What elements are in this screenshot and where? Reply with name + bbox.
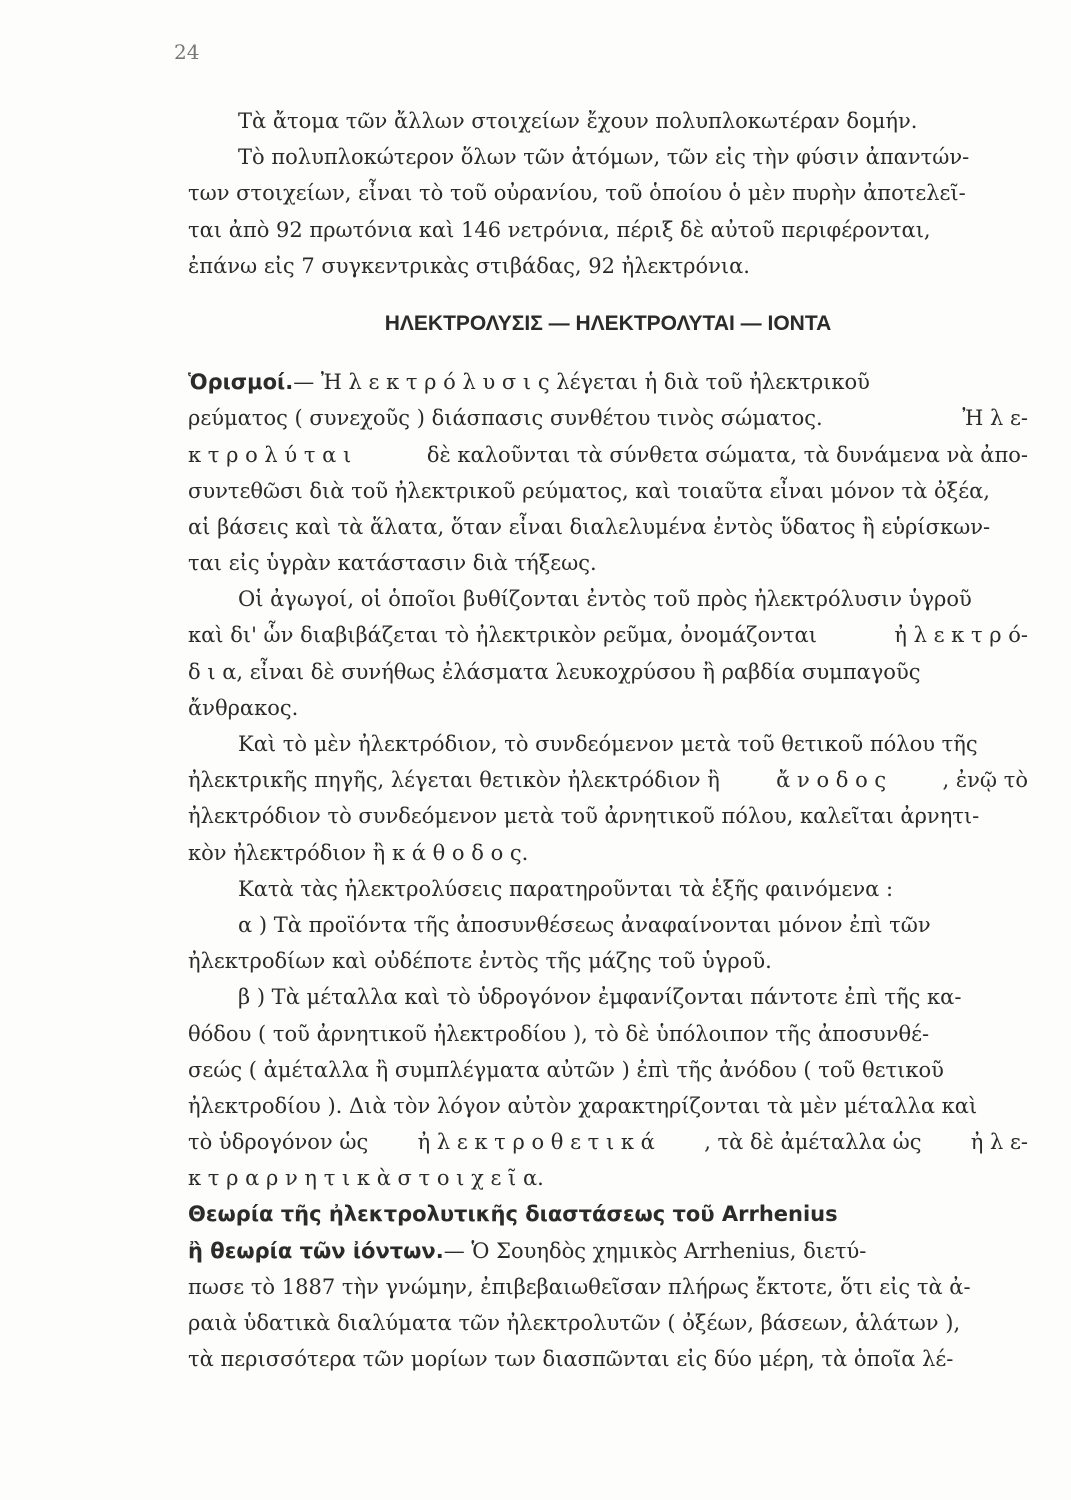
text-line	[188, 545, 1028, 581]
text-line	[188, 1052, 1028, 1088]
text-line	[188, 364, 1028, 400]
term-electrodes: δ ι α	[188, 659, 237, 684]
term-electrodes: ἠ λ ε κ τ ρ ό-	[894, 623, 1028, 648]
text-line	[188, 617, 1028, 653]
text-line	[188, 654, 1028, 690]
text-line	[188, 175, 1028, 211]
line-text: θόδου ( τοῦ ἀρνητικοῦ ἠλεκτροδίου ), τὸ δὲ ὑπόλοιπον τῆς ἀποσυνθέ-	[188, 1021, 930, 1046]
term-electronegative: ἠ λ ε-	[970, 1130, 1028, 1155]
line-text: ἠλεκτρικῆς πηγῆς, λέγεται θετικὸν ἠλεκτρόδιον ἢ	[188, 768, 720, 793]
text-line	[188, 1269, 1028, 1305]
text-line	[188, 690, 1028, 726]
text-line	[188, 103, 1028, 139]
page-number: 24	[174, 40, 200, 64]
line-text: Καὶ τὸ μὲν ἠλεκτρόδιον, τὸ συνδεόμενον μετὰ τοῦ θετικοῦ πόλου τῆς	[238, 732, 978, 756]
line-text: ἠλεκτροδίων καὶ οὐδέποτε ἐντὸς τῆς μάζης τοῦ ὑγροῦ.	[188, 949, 772, 974]
line-text: ρεύματος ( συνεχοῦς ) διάσπασις συνθέτου τινὸς σώματος.	[188, 406, 823, 431]
text-line	[188, 248, 1028, 284]
section-heading	[188, 1196, 1028, 1232]
term-electrolytes: κ τ ρ ο λ ύ τ α ι	[188, 442, 352, 467]
text-line	[188, 1341, 1028, 1377]
text-line	[188, 835, 1028, 871]
text-line	[188, 1233, 1028, 1269]
text-line	[188, 1305, 1028, 1341]
text-line	[188, 726, 1028, 762]
text-line	[188, 437, 1028, 473]
line-text: α ) Τὰ προϊόντα τῆς ἀποσυνθέσεως ἀναφαίνονται μόνον ἐπὶ τῶν	[238, 912, 931, 937]
line-text: , τὰ δὲ ἀμέταλλα ὡς	[704, 1130, 922, 1155]
line-text: καὶ δι' ὧν διαβιβάζεται τὸ ἠλεκτρικὸν ρεῦμα, ὀνομάζονται	[188, 623, 817, 648]
text-line	[188, 581, 1028, 617]
line-text: ἠλεκτροδίου ). Διὰ τὸν λόγον αὐτὸν χαρακτηρίζονται τὰ μὲν μέταλλα καὶ	[188, 1093, 978, 1118]
section-heading: ΗΛΕΚΤΡΟΛΥΣΙΣ — ΗΛΕΚΤΡΟΛΥΤΑΙ — ΙΟΝΤΑ	[384, 311, 832, 335]
text-line	[188, 762, 1028, 798]
line-text: , εἶναι δὲ συνήθως ἐλάσματα λευκοχρύσου ἢ ραβδία συμπαγοῦς	[236, 659, 921, 684]
text-line	[188, 979, 1028, 1015]
line-text: σεώς ( ἀμέταλλα ἢ συμπλέγματα αὐτῶν ) ἐπὶ τῆς ἀνόδου ( τοῦ θετικοῦ	[188, 1057, 944, 1082]
term-electropositive: ἠ λ ε κ τ ρ ο θ ε τ ι κ ά	[417, 1130, 655, 1155]
line-text: πωσε τὸ 1887 τὴν γνώμην, ἐπιβεβαιωθεῖσαν πλήρως ἔκτοτε, ὅτι εἰς τὰ ἀ-	[188, 1274, 971, 1299]
text-line	[188, 798, 1028, 834]
text-line	[188, 212, 1028, 248]
section-heading-cont: ἢ θεωρία τῶν ἰόντων.	[188, 1238, 444, 1263]
line-text: αἱ βάσεις καὶ τὰ ἅλατα, ὅταν εἶναι διαλελυμένα ἐντὸς ὕδατος ἢ εὑρίσκων-	[188, 514, 991, 539]
term-cathode: κ ά θ ο δ ο ς.	[391, 840, 529, 865]
text-line	[188, 1124, 1028, 1160]
line-text: , ἐνῷ τὸ	[942, 768, 1028, 793]
line-text: δὲ καλοῦνται τὰ σύνθετα σώματα, τὰ δυνάμενα νὰ ἀπο-	[426, 442, 1028, 467]
line-text: συντεθῶσι διὰ τοῦ ἠλεκτρικοῦ ρεύματος, καὶ τοιαῦτα εἶναι μόνον τὰ ὀξέα,	[188, 478, 990, 503]
line-text: τὰ περισσότερα τῶν μορίων των διασπῶνται εἰς δύο μέρη, τὰ ὁποῖα λέ-	[188, 1347, 954, 1372]
line-text: Κατὰ τὰς ἠλεκτρολύσεις παρατηροῦνται τὰ ἑξῆς φαινόμενα :	[238, 876, 894, 901]
text-line	[188, 139, 1028, 175]
text-line	[188, 509, 1028, 545]
line-text: — Ὁ Σουηδὸς χημικὸς Arrhenius, διετύ-	[443, 1238, 867, 1263]
line-text: ται ἀπὸ 92 πρωτόνια καὶ 146 νετρόνια, πέριξ δὲ αὐτοῦ περιφέρονται,	[188, 217, 931, 242]
line-text: — Ἠ λ ε κ τ ρ ό λ υ σ ι ς λέγεται ἡ διὰ τοῦ ἠλεκτρικοῦ	[293, 370, 870, 395]
page-body	[188, 103, 1028, 1377]
line-text: Τὰ ἄτομα τῶν ἄλλων στοιχείων ἔχουν πολυπλοκωτέραν δομήν.	[238, 109, 918, 133]
line-text: ραιὰ ὑδατικὰ διαλύματα τῶν ἠλεκτρολυτῶν ( ὀξέων, βάσεων, ἁλάτων ),	[188, 1311, 961, 1335]
line-text: β ) Τὰ μέταλλα καὶ τὸ ὑδρογόνον ἐμφανίζονται πάντοτε ἐπὶ τῆς κα-	[238, 985, 962, 1010]
line-text: τὸ ὑδρογόνον ὡς	[188, 1130, 369, 1155]
text-line	[188, 473, 1028, 509]
text-line	[188, 1016, 1028, 1052]
text-line	[188, 1160, 1028, 1196]
line-text: Τὸ πολυπλοκώτερον ὅλων τῶν ἀτόμων, τῶν εἰς τὴν φύσιν ἀπαντών-	[238, 145, 970, 170]
line-text: ἄνθρακος.	[188, 695, 299, 720]
term-anode: ἄ ν ο δ ο ς	[776, 768, 887, 793]
term-electrolytes: Ἠ λ ε-	[962, 406, 1028, 431]
text-line	[188, 907, 1028, 943]
line-text: ται εἰς ὑγρὰν κατάστασιν διὰ τήξεως.	[188, 551, 597, 576]
term-electronegative: κ τ ρ α ρ ν η τ ι κ ὰ σ τ ο ι χ ε ῖ α.	[188, 1166, 544, 1191]
text-line	[188, 943, 1028, 979]
term-definitions: Ὁρισμοί.	[188, 370, 294, 395]
text-line	[188, 400, 1028, 436]
text-line	[188, 871, 1028, 907]
line-text: ἠλεκτρόδιον τὸ συνδεόμενον μετὰ τοῦ ἀρνητικοῦ πόλου, καλεῖται ἀρνητι-	[188, 804, 980, 829]
text-line	[188, 1088, 1028, 1124]
line-text: των στοιχείων, εἶναι τὸ τοῦ οὐρανίου, τοῦ ὁποίου ὁ μὲν πυρὴν ἀποτελεῖ-	[188, 181, 966, 206]
line-text: Οἱ ἀγωγοί, οἱ ὁποῖοι βυθίζονται ἐντὸς τοῦ πρὸς ἠλεκτρόλυσιν ὑγροῦ	[238, 587, 972, 612]
line-text: κὸν ἠλεκτρόδιον ἢ	[188, 840, 386, 865]
line-text: ἐπάνω εἰς 7 συγκεντρικὰς στιβάδας, 92 ἠλεκτρόνια.	[188, 253, 750, 278]
line-text: Θεωρία τῆς ἠλεκτρολυτικῆς διαστάσεως τοῦ Arrhenius	[188, 1202, 838, 1227]
